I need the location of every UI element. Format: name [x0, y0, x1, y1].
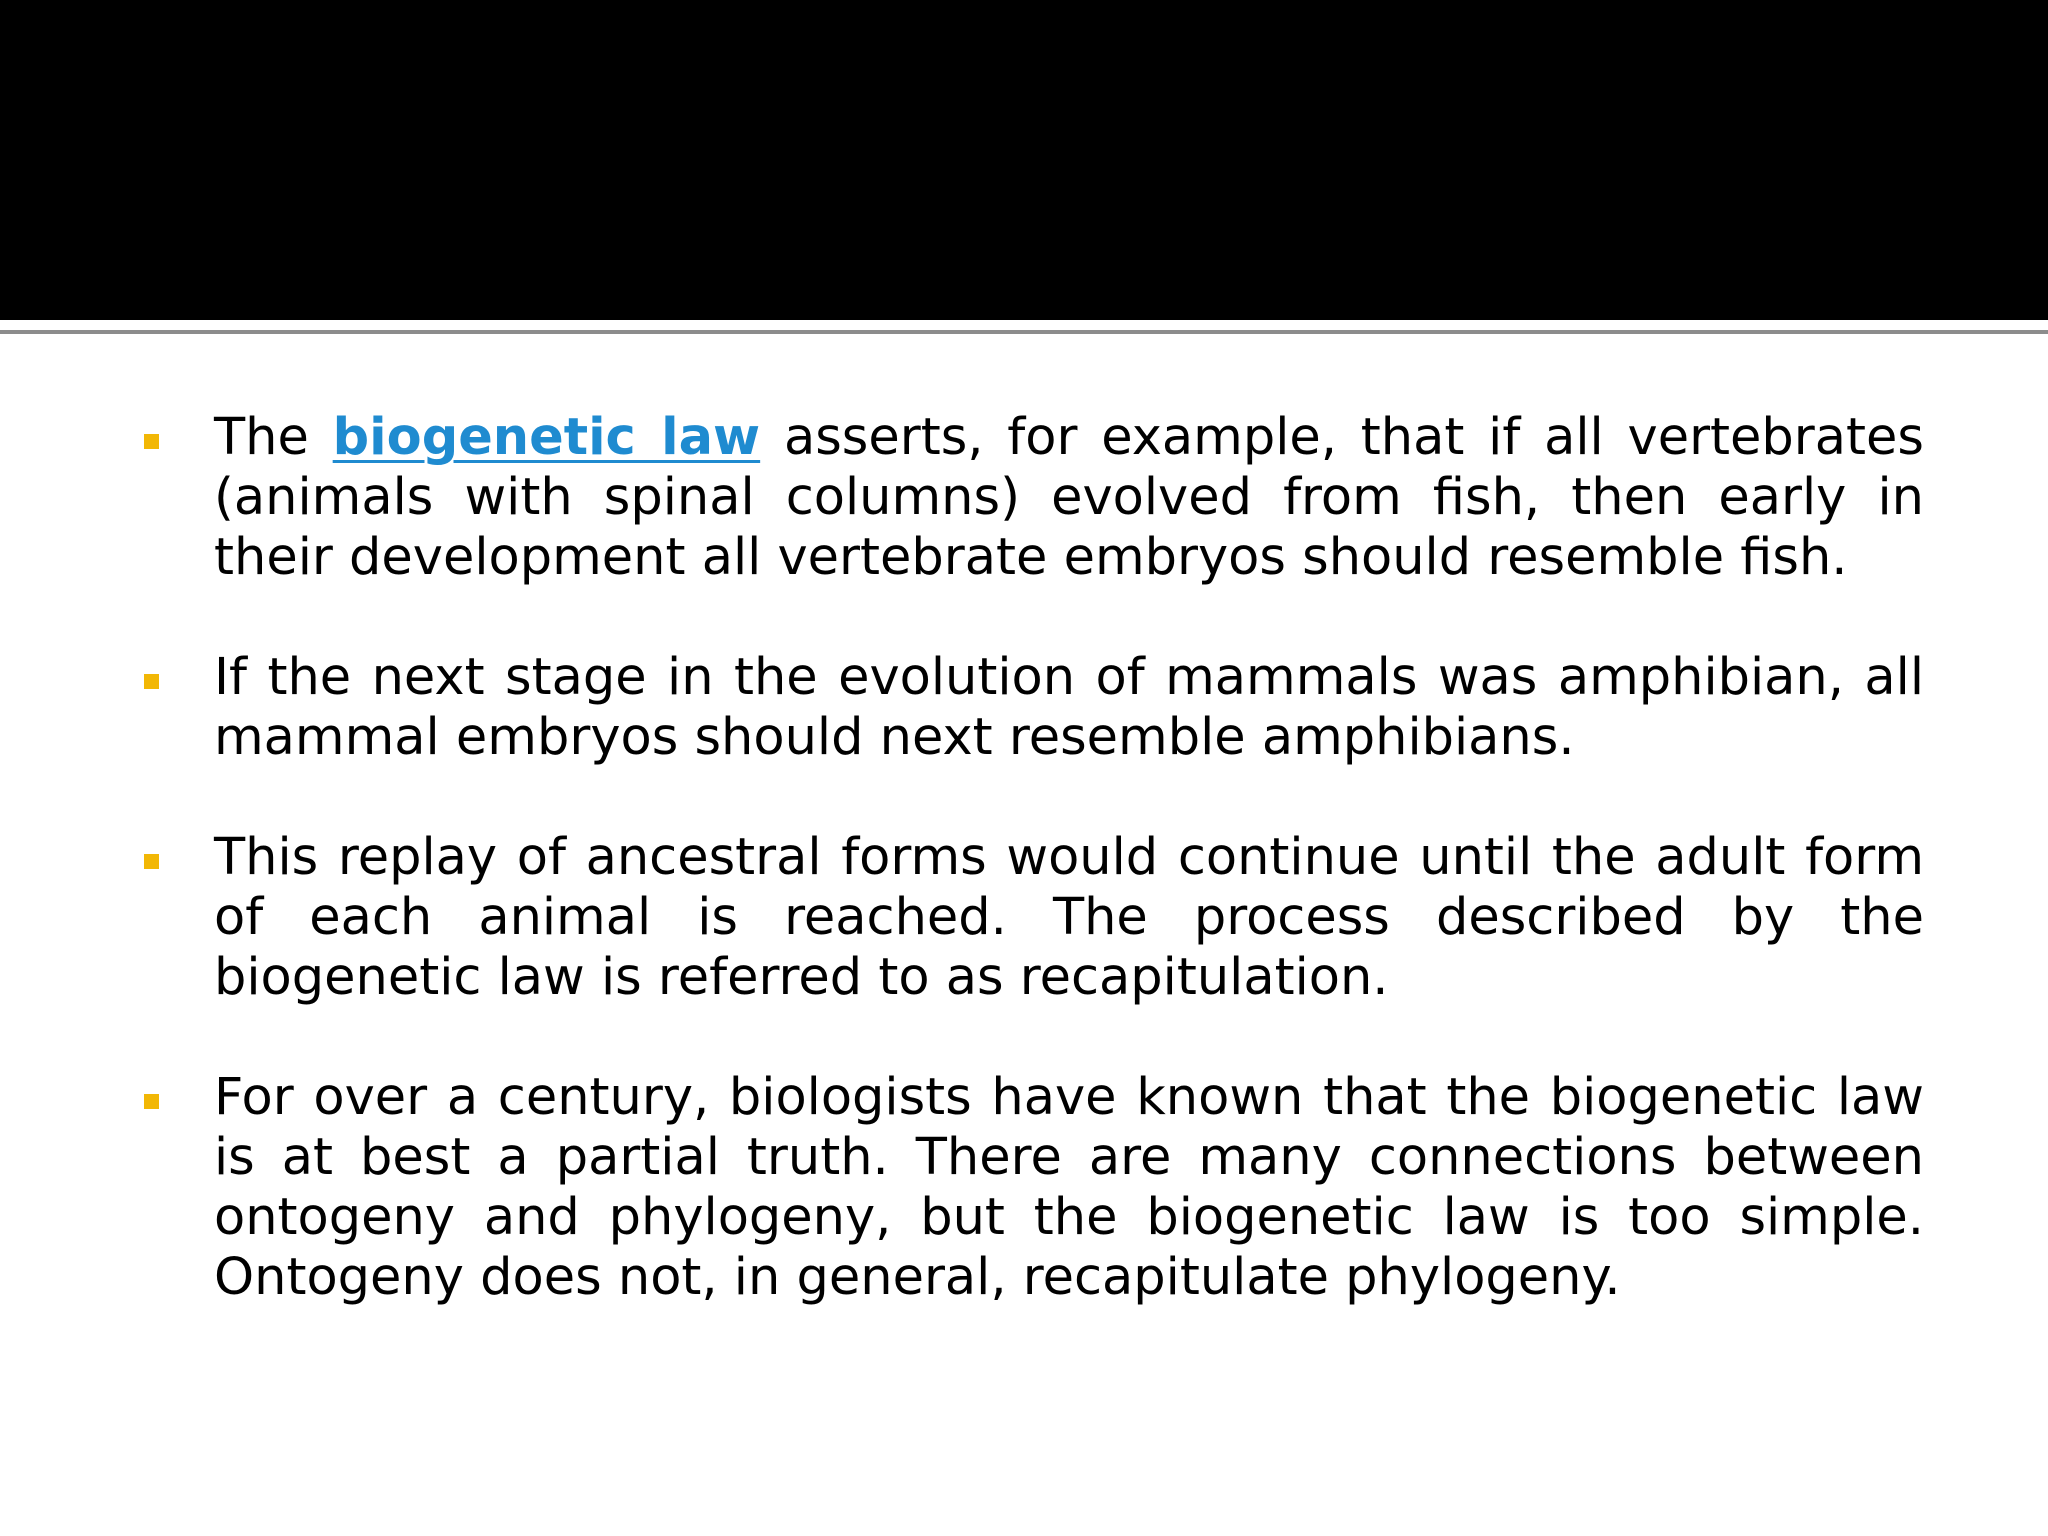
bullet-text-after-link: asserts, for example, that if all vertebrates (animals with spinal columns) evolved from fish, then early in their development all vertebrate embryos should resemble fish.: [214, 408, 1924, 587]
bullet-item: [144, 828, 1924, 1008]
bullet-text: If the next stage in the evolution of mammals was amphibian, all mammal embryos should next resemble amphibians.: [214, 648, 1924, 767]
square-bullet-icon: [144, 854, 159, 869]
bullet-list: [144, 408, 1924, 1368]
bullet-text-before-link: The: [214, 408, 333, 467]
bullet-text: This replay of ancestral forms would continue until the adult form of each animal is reached. The process described by the biogenetic law is referred to as recapitulation.: [214, 828, 1924, 1007]
square-bullet-icon: [144, 1094, 159, 1109]
bullet-item: [144, 648, 1924, 768]
title-divider: [0, 330, 2048, 334]
bullet-text: For over a century, biologists have known that the biogenetic law is at best a partial truth. There are many connections between ontogeny and phylogeny, but the biogenetic law is too simple. Ontogeny does not, in general, recapitulate phylogeny.: [214, 1068, 1924, 1307]
square-bullet-icon: [144, 674, 159, 689]
biogenetic-law-link[interactable]: biogenetic law: [332, 408, 761, 467]
bullet-item: [144, 1068, 1924, 1308]
title-band: [0, 0, 2048, 320]
square-bullet-icon: [144, 434, 159, 449]
bullet-item: [144, 408, 1924, 588]
